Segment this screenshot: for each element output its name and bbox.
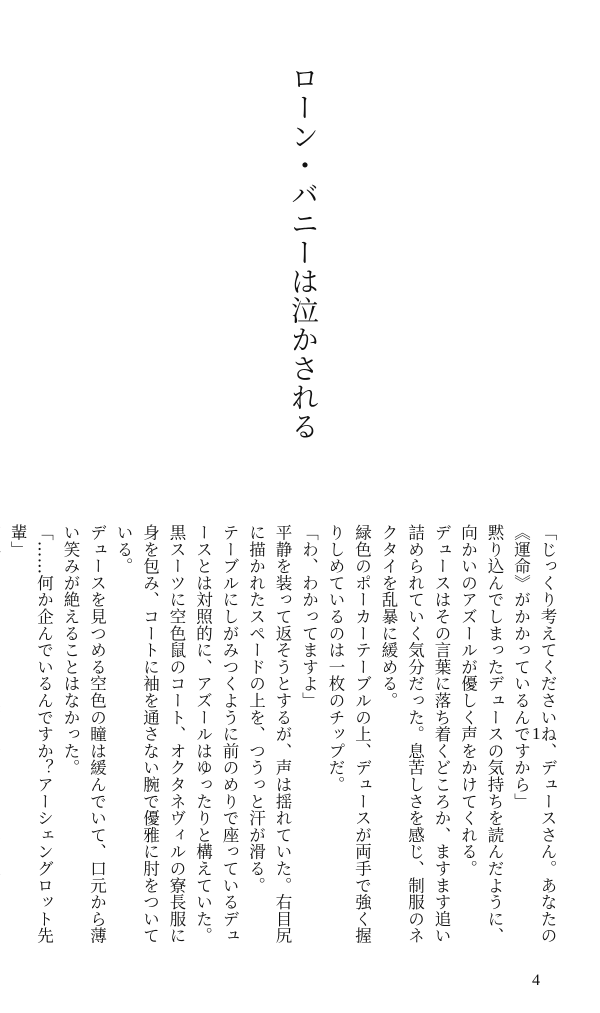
paragraph: 平静を装って返そうとするが、声は揺れていた。右目尻に描かれたスペードの上を、つうっと汗が滑る。 — [246, 524, 292, 944]
chapter-title: ローン・バニーは泣かされる — [287, 64, 320, 441]
body-text — [8, 524, 560, 954]
paragraph: デュースはその言葉に落ち着くどころか、ますます追い詰められていく気分だった。息苦しさを感じ、制服のネクタイを乱暴に緩める。 — [379, 524, 451, 944]
page-number: 4 — [532, 972, 540, 989]
paragraph — [0, 524, 4, 954]
paragraph: 「わ、わかってますよ」 — [299, 524, 319, 709]
paragraph: 黙り込んでしまったデュースの気持ちを読んだように、向かいのアズールが優しく声をかけてくれる。 — [458, 524, 504, 944]
paragraph: 「……何か企んでいるんですか？アーシェングロット先輩」 — [8, 524, 54, 944]
chapter-number: 1 — [532, 724, 541, 743]
paragraph: デュースを見つめる空色の瞳は緩んでいて、口元から薄い笑みが絶えることはなかった。 — [61, 524, 107, 944]
paragraph: 「じっくり考えてくださいね、デュースさん。あなたの《運命》がかかっているんですから」 — [511, 524, 557, 944]
paragraph: 緑色のポーカーテーブルの上、デュースが両手で強く握りしめているのは一枚のチップだ。 — [326, 524, 372, 944]
paragraph: テーブルにしがみつくように前のめりで座っているデュースとは対照的に、アズールはゆったりと構えていた。黒スーツに空色鼠のコート、オクタネヴィルの寮長服に身を包み、コートに袖を通さない腕で優雅に肘をついている。 — [114, 524, 239, 944]
